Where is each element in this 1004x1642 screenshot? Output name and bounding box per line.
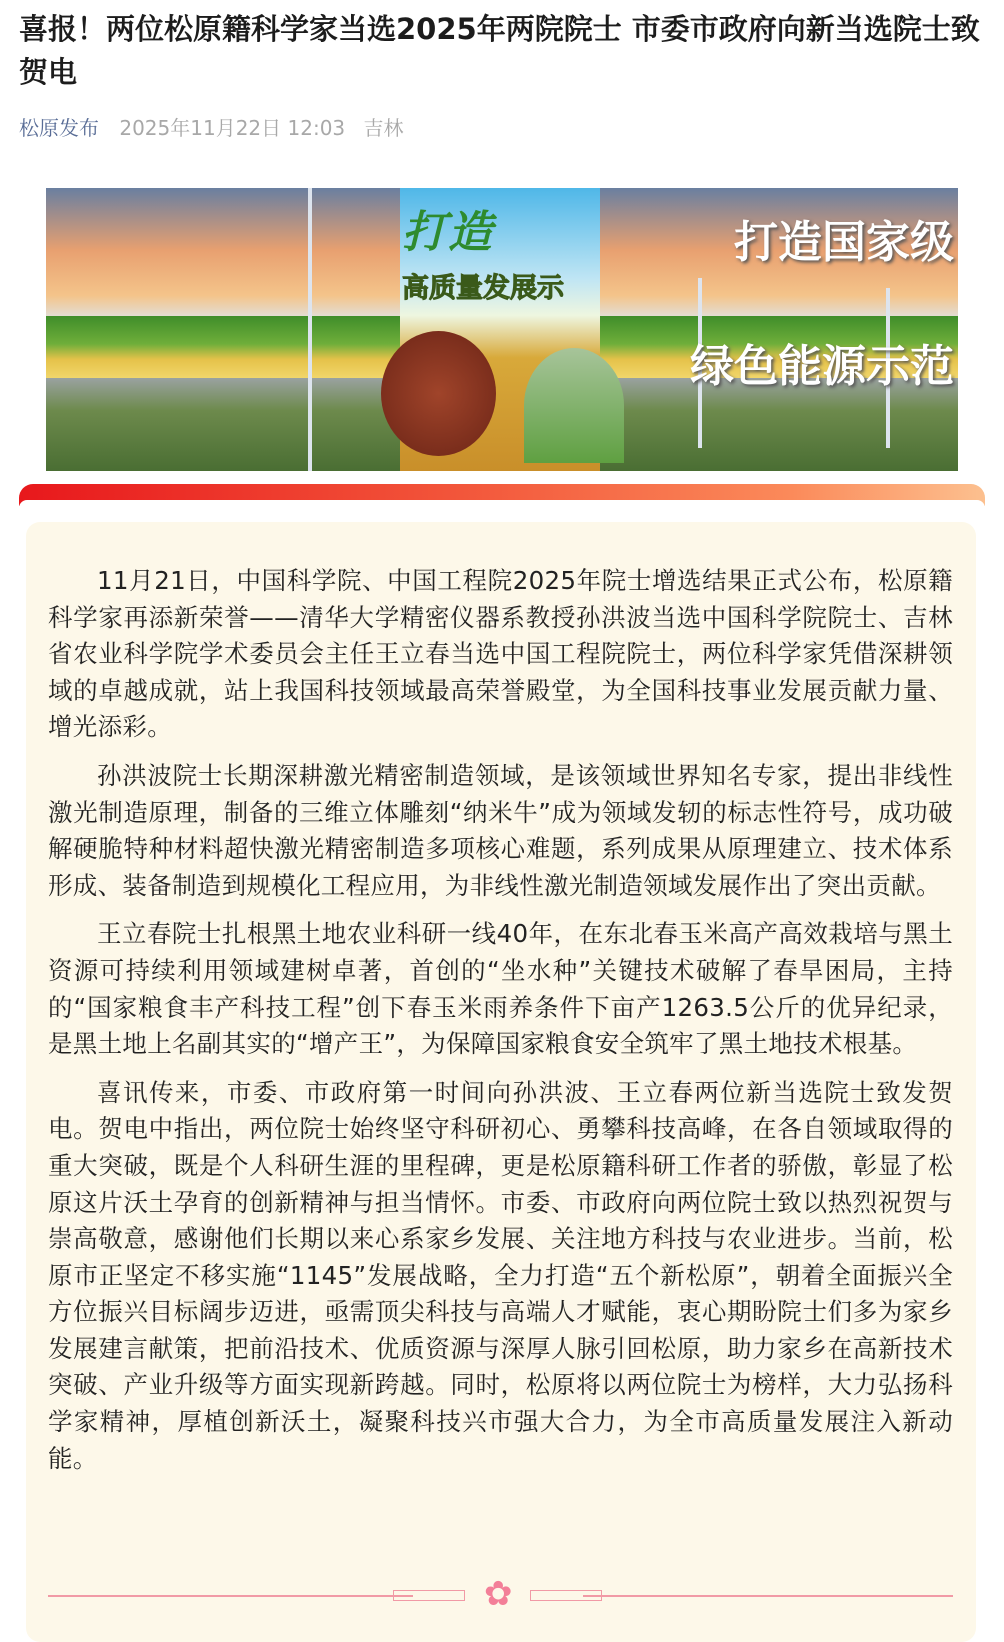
paragraph: 喜讯传来，市委、市政府第一时间向孙洪波、王立春两位新当选院士致发贺电。贺电中指出，两位院士始终坚守科研初心、勇攀科技高峰，在各自领域取得的重大突破，既是个人科研生涯的里程碑，更是松原籍科研工作者的骄傲，彰显了松原这片沃土孕育的创新精神与担当情怀。市委、市政府向两位院士致以热烈祝贺与崇高敬意，感谢他们长期以来心系家乡发展、关注地方科技与农业进步。当前，松原市正坚定不移实施“1145”发展战略，全力打造“五个新松原”，朝着全面振兴全方位振兴目标阔步迈进，亟需顶尖科技与高端人才赋能，衷心期盼院士们多为家乡发展建言献策，把前沿技术、优质资源与深厚人脉引回松原，助力家乡在高新技术突破、产业升级等方面实现新跨越。同时，松原将以两位院士为榜样，大力弘扬科学家精神，厚植创新沃土，凝聚科技兴市强大合力，为全市高质量发展注入新动能。 xyxy=(48,1077,953,1473)
paragraph: 王立春院士扎根黑土地农业科研一线40年，在东北春玉米高产高效栽培与黑土资源可持续利用领域建树卓著，首创的“坐水种”关键技术破解了春旱困局，主持的“国家粮食丰产科技工程”创下春玉米雨养条件下亩产1263.5公斤的优异纪录，是黑土地上名副其实的“增产王”，为保障国家粮食安全筑牢了黑土地技术根基。 xyxy=(48,919,953,1059)
article-meta xyxy=(19,112,416,141)
wind-turbine xyxy=(308,188,312,471)
source-account-link[interactable]: 松原发布 xyxy=(19,116,99,140)
divider-line-right xyxy=(583,1595,953,1597)
paragraph: 11月21日，中国科学院、中国工程院2025年院士增选结果正式公布，松原籍科学家再添新荣誉——清华大学精密仪器系教授孙洪波当选中国科学院院士、吉林省农业科学院学术委员会主任王立春当选中国工程院院士，两位科学家凭借深耕领域的卓越成就，站上我国科技领域最高荣誉殿堂，为全国科技事业发展贡献力量、增光添彩。 xyxy=(48,566,953,742)
banner-slogan-2: 绿色能源示范 xyxy=(690,341,954,392)
divider-box-left xyxy=(393,1590,465,1601)
banner-calligraphy: 打造 xyxy=(402,207,494,258)
paragraph: 孙洪波院士长期深耕激光精密制造领域，是该领域世界知名专家，提出非线性激光制造原理，制备的三维立体雕刻“纳米牛”成为领域发轫的标志性符号，成功破解硬脆特种材料超快激光精密制造多项核心难题，系列成果从原理建立、技术体系形成、装备制造到规模化工程应用，为非线性激光制造领域发展作出了突出贡献。 xyxy=(48,760,953,900)
header-bar-underlay xyxy=(19,500,985,518)
banner-image xyxy=(46,188,958,471)
banner-subtitle: 高质量发展示 xyxy=(402,273,564,304)
banner-slogan-1: 打造国家级 xyxy=(734,217,954,268)
flower-icon: ✿ xyxy=(484,1574,513,1614)
article-body xyxy=(48,563,953,1489)
publish-datetime: 2025年11月22日 12:03 xyxy=(119,116,346,140)
publish-location: 吉林 xyxy=(363,116,404,140)
banner-beans-circle xyxy=(381,331,496,456)
banner-cattle-arch xyxy=(524,348,624,463)
article-title: 喜报！两位松原籍科学家当选2025年两院院士 市委市政府向新当选院士致贺电 xyxy=(19,12,980,89)
decorative-divider xyxy=(48,1574,953,1614)
divider-line-left xyxy=(48,1595,413,1597)
